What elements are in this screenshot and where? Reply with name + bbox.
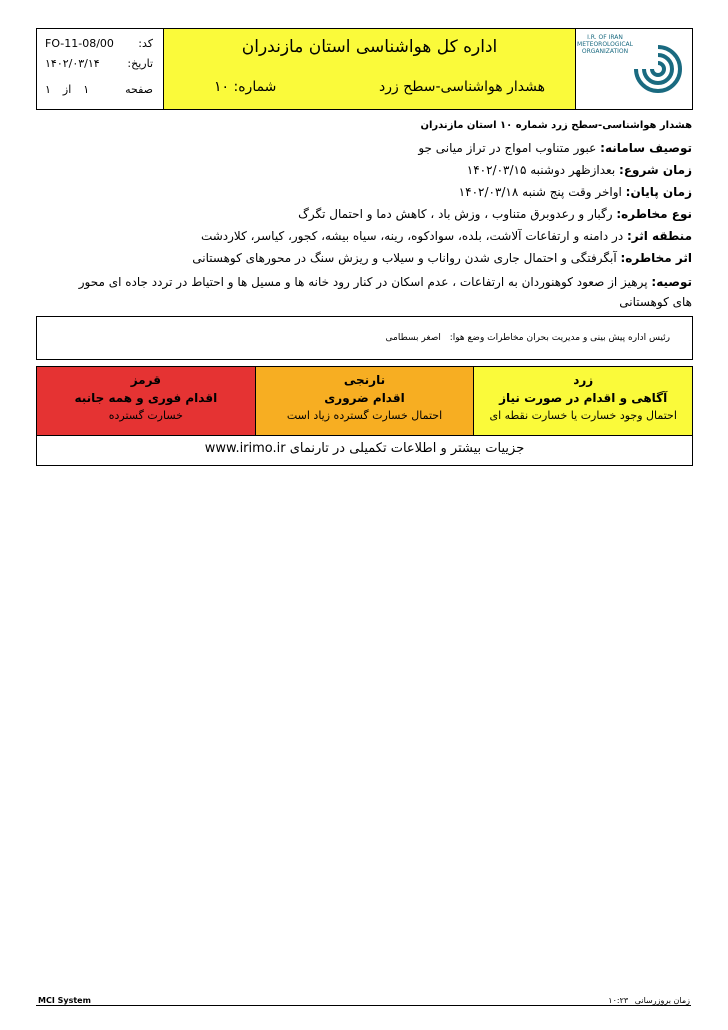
end-value: اواخر وقت پنج شنبه ۱۴۰۲/۰۳/۱۸ [458, 185, 622, 199]
level-red [37, 367, 256, 435]
start-time [60, 162, 692, 178]
signature-title: رئیس اداره پیش بینی و مدیریت بحران مخاطرات وضع هوا: [449, 333, 670, 343]
page-row [45, 83, 153, 96]
number-label: شماره: [233, 79, 277, 95]
document-meta [37, 29, 164, 109]
code-label: کد: [138, 37, 153, 50]
update-value: ۱۰:۲۳ [608, 996, 629, 1005]
level-yellow [474, 367, 692, 435]
meteorological-logo-icon [632, 43, 684, 95]
end-time [60, 184, 692, 200]
level-name: قرمز [130, 373, 161, 387]
warning-details [60, 118, 692, 318]
level-impact: احتمال وجود خسارت یا خسارت نقطه ای [489, 409, 677, 422]
level-impact: خسارت گسترده [108, 409, 183, 422]
affected-area [60, 228, 692, 244]
date-row [45, 57, 153, 70]
code-row [45, 37, 153, 50]
signature-line [386, 333, 670, 343]
footer-system: MCI System [38, 996, 91, 1005]
page-label: صفحه [125, 83, 153, 96]
page-numbers [45, 83, 89, 96]
advice [60, 272, 692, 312]
area-label: منطقه اثر: [627, 229, 692, 243]
system-value: عبور متناوب امواج در تراز میانی جو [418, 141, 597, 155]
advice-label: توصیه: [651, 275, 692, 289]
footer-update-time [608, 996, 690, 1005]
effect-label: اثر مخاطره: [620, 251, 692, 265]
hazard-label: نوع مخاطره: [616, 207, 692, 221]
end-label: زمان پایان: [625, 185, 692, 199]
hazard-effect [60, 250, 692, 266]
level-name: زرد [573, 373, 594, 387]
level-action: اقدام ضروری [324, 391, 405, 405]
level-name: نارنجی [343, 373, 386, 387]
signature-name: اصغر بسطامی [385, 333, 441, 343]
code-value: FO-11-08/00 [45, 37, 114, 50]
date-value: ۱۴۰۲/۰۳/۱۴ [45, 57, 100, 70]
start-label: زمان شروع: [619, 163, 692, 177]
org-title: اداره کل هواشناسی استان مازندران [241, 37, 498, 57]
more-info-link[interactable]: جزییات بیشتر و اطلاعات تکمیلی در تارنمای www.irimo.ir [204, 441, 525, 456]
level-action: اقدام فوری و همه جانبه [74, 391, 218, 405]
warning-title: هشدار هواشناسی-سطح زرد [379, 79, 545, 95]
warning-levels-table [36, 366, 693, 466]
effect-value: آبگرفتگی و احتمال جاری شدن رواناب و سیلاب و ریزش سنگ در محورهای کوهستانی [192, 251, 617, 265]
hazard-type [60, 206, 692, 222]
hazard-value: رگبار و رعدوبرق متناوب ، وزش باد ، کاهش دما و احتمال تگرگ [298, 207, 613, 221]
date-label: تاریخ: [127, 57, 153, 70]
page-current: ۱ [83, 83, 90, 96]
update-label: زمان بروزرسانی [634, 996, 690, 1005]
level-orange [256, 367, 475, 435]
advice-value: پرهیز از صعود کوهنوردان به ارتفاعات ، عدم اسکان در کنار رود خانه ها و مسیل ها و احتیاط در تردد جاده ای محور های کوهستانی [78, 275, 692, 309]
logo-text: I.R. OF IRAN METEOROLOGICAL ORGANIZATION [577, 34, 633, 55]
level-action: آگاهی و اقدام در صورت نیاز [499, 391, 668, 405]
warning-number [214, 79, 276, 95]
system-description [60, 140, 692, 156]
page-total: ۱ [45, 83, 51, 96]
number-value: ۱۰ [214, 79, 230, 95]
document-header [36, 28, 693, 110]
area-value: در دامنه و ارتفاعات آلاشت، بلده، سوادکوه، رینه، سیاه بیشه، کجور، کیاسر، کلاردشت [200, 229, 624, 243]
system-label: توصیف سامانه: [600, 141, 692, 155]
start-value: بعدازظهر دوشنبه ۱۴۰۲/۰۳/۱۵ [466, 163, 616, 177]
logo [576, 29, 692, 109]
title-block [164, 29, 576, 109]
levels-row [37, 367, 692, 436]
warning-heading [60, 118, 692, 134]
heading-text: هشدار هواشناسی-سطح زرد شماره ۱۰ استان مازندران [420, 120, 692, 131]
page-of: از [62, 83, 72, 96]
footer-divider [36, 1005, 691, 1006]
level-impact: احتمال خسارت گسترده زیاد است [286, 409, 443, 422]
signature-box [36, 316, 693, 360]
